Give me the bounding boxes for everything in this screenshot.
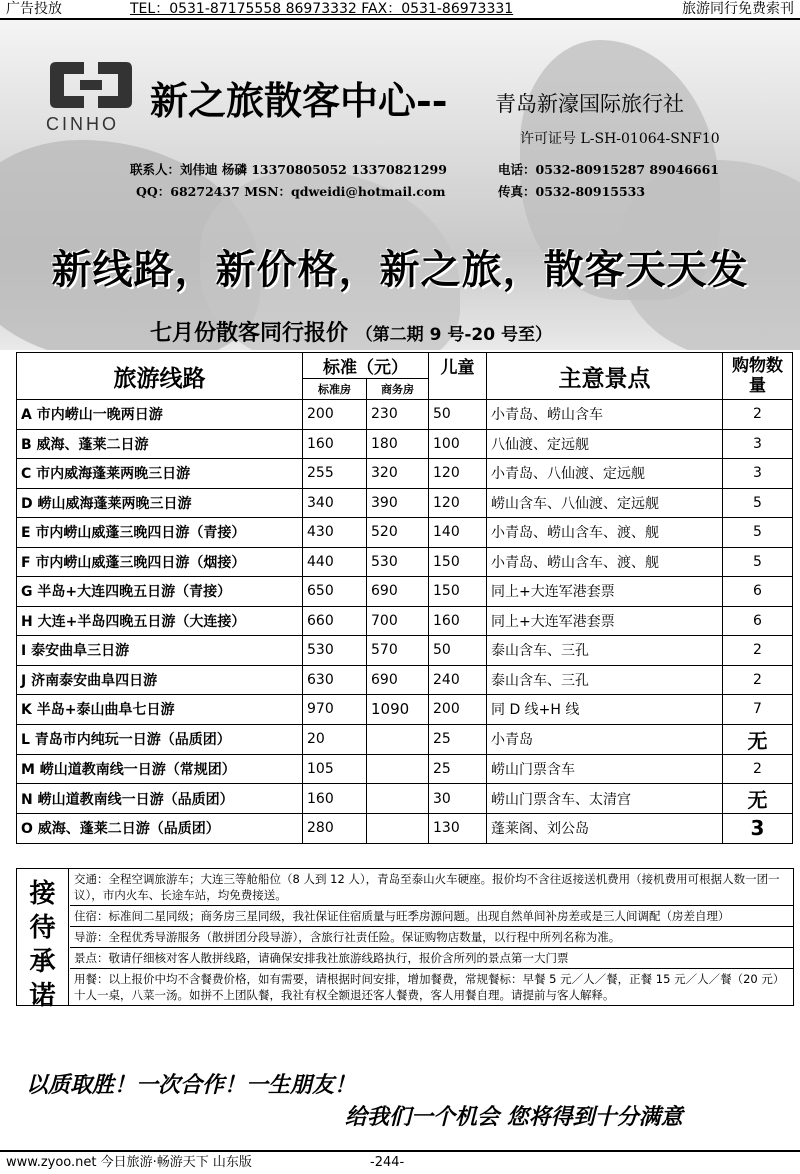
biz-price-cell: 180 bbox=[367, 429, 429, 459]
route-cell: O 威海、蓬莱二日游（品质团） bbox=[17, 814, 303, 844]
shopping-cell: 2 bbox=[723, 636, 793, 666]
child-price-cell: 120 bbox=[429, 459, 487, 489]
std-price-cell: 530 bbox=[303, 636, 367, 666]
col-biz-room: 商务房 bbox=[367, 379, 429, 400]
std-price-cell: 630 bbox=[303, 665, 367, 695]
std-price-cell: 340 bbox=[303, 488, 367, 518]
promise-title: 接待承诺 bbox=[17, 869, 69, 1005]
table-row bbox=[17, 784, 793, 814]
col-route: 旅游线路 bbox=[17, 353, 303, 400]
price-table bbox=[16, 352, 793, 844]
contact-people: 联系人：刘伟迪 杨磷 13370805052 13370821299 bbox=[130, 162, 447, 177]
biz-price-cell: 690 bbox=[367, 665, 429, 695]
agency-name: 青岛新濠国际旅行社 bbox=[495, 92, 684, 116]
child-price-cell: 130 bbox=[429, 814, 487, 844]
table-row bbox=[17, 665, 793, 695]
promise-item: 景点：敬请仔细核对客人散拼线路，请确保安排我社旅游线路执行，报价含所列的景点第一大门票 bbox=[70, 948, 793, 969]
biz-price-cell bbox=[367, 814, 429, 844]
child-price-cell: 25 bbox=[429, 724, 487, 754]
route-cell: C 市内威海蓬莱两晚三日游 bbox=[17, 459, 303, 489]
std-price-cell: 105 bbox=[303, 754, 367, 784]
slogan-line-2: 给我们一个机会 您将得到十分满意 bbox=[345, 1105, 683, 1130]
table-row bbox=[17, 695, 793, 725]
std-price-cell: 20 bbox=[303, 724, 367, 754]
route-cell: A 市内崂山一晚两日游 bbox=[17, 400, 303, 430]
route-cell: G 半岛+大连四晚五日游（青接） bbox=[17, 577, 303, 607]
table-row bbox=[17, 754, 793, 784]
route-cell: L 青岛市内纯玩一日游（品质团） bbox=[17, 724, 303, 754]
shopping-cell: 3 bbox=[723, 814, 793, 844]
brand-name: 新之旅散客中心-- bbox=[150, 78, 448, 123]
std-price-cell: 970 bbox=[303, 695, 367, 725]
table-row bbox=[17, 636, 793, 666]
license-number: 许可证号 L-SH-01064-SNF10 bbox=[520, 131, 720, 147]
biz-price-cell: 230 bbox=[367, 400, 429, 430]
contact-fax: 传真：0532-80915533 bbox=[498, 184, 646, 199]
route-cell: N 崂山道教南线一日游（品质团） bbox=[17, 784, 303, 814]
promise-item: 用餐：以上报价中均不含餐费价格，如有需要，请根据时间安排，增加餐费，常规餐标：早餐 5 元／人／餐，正餐 15 元／人／餐（20 元）十人一桌，八菜一汤。如拼不上团队餐，我社有权全额退还客人餐费，客人用餐自理。请提前与客人解释。 bbox=[74, 972, 785, 1002]
child-price-cell: 120 bbox=[429, 488, 487, 518]
shopping-cell: 2 bbox=[723, 400, 793, 430]
logo-text: CINHO bbox=[46, 114, 119, 134]
ad-label: 广告投放 bbox=[6, 1, 62, 17]
table-row bbox=[17, 400, 793, 430]
child-price-cell: 160 bbox=[429, 606, 487, 636]
shopping-cell: 2 bbox=[723, 754, 793, 784]
biz-price-cell: 530 bbox=[367, 547, 429, 577]
cinho-logo-icon bbox=[46, 60, 136, 110]
child-price-cell: 30 bbox=[429, 784, 487, 814]
spots-cell: 崂山含车、八仙渡、定远舰 bbox=[487, 488, 723, 518]
contact-phone: 电话：0532-80915287 89046661 bbox=[498, 162, 719, 177]
spots-cell: 八仙渡、定远舰 bbox=[487, 429, 723, 459]
route-cell: K 半岛+泰山曲阜七日游 bbox=[17, 695, 303, 725]
route-cell: M 崂山道教南线一日游（常规团） bbox=[17, 754, 303, 784]
child-price-cell: 150 bbox=[429, 547, 487, 577]
biz-price-cell: 570 bbox=[367, 636, 429, 666]
promise-item: 交通：全程空调旅游车；大连三等舱船位（8 人到 12 人），青岛至泰山火车硬座。报价均不含往返接送机费用（接机费用可根据人数一团一议），市内火车、长途车站，均免费接送。 bbox=[70, 869, 793, 906]
col-child: 儿童 bbox=[429, 353, 487, 400]
route-cell: I 泰安曲阜三日游 bbox=[17, 636, 303, 666]
table-row bbox=[17, 518, 793, 548]
biz-price-cell bbox=[367, 784, 429, 814]
shopping-cell: 6 bbox=[723, 606, 793, 636]
footer-site: www.zyoo.net 今日旅游·畅游天下 山东版 bbox=[6, 1155, 252, 1170]
promise-item: 导游：全程优秀导游服务（散拼团分段导游），含旅行社责任险。保证购物店数量，以行程中所列名称为准。 bbox=[70, 927, 793, 948]
route-cell: B 威海、蓬莱二日游 bbox=[17, 429, 303, 459]
shopping-cell: 5 bbox=[723, 518, 793, 548]
biz-price-cell: 700 bbox=[367, 606, 429, 636]
page-number: -244- bbox=[370, 1155, 405, 1170]
child-price-cell: 140 bbox=[429, 518, 487, 548]
subhead-period: （第二期 9 号-20 号至） bbox=[355, 325, 552, 345]
std-price-cell: 200 bbox=[303, 400, 367, 430]
shopping-cell: 3 bbox=[723, 459, 793, 489]
headline: 新线路，新价格，新之旅，散客天天发 bbox=[51, 246, 749, 293]
shopping-cell: 6 bbox=[723, 577, 793, 607]
subhead-title: 七月份散客同行报价 bbox=[150, 321, 349, 346]
col-standard: 标准（元） bbox=[303, 353, 429, 379]
std-price-cell: 160 bbox=[303, 784, 367, 814]
std-price-cell: 430 bbox=[303, 518, 367, 548]
child-price-cell: 200 bbox=[429, 695, 487, 725]
spots-cell: 同上+大连军港套票 bbox=[487, 577, 723, 607]
biz-price-cell: 520 bbox=[367, 518, 429, 548]
child-price-cell: 50 bbox=[429, 636, 487, 666]
table-row bbox=[17, 459, 793, 489]
biz-price-cell: 1090 bbox=[367, 695, 429, 725]
child-price-cell: 240 bbox=[429, 665, 487, 695]
shopping-cell: 5 bbox=[723, 488, 793, 518]
shopping-cell: 7 bbox=[723, 695, 793, 725]
biz-price-cell bbox=[367, 724, 429, 754]
col-spots: 主意景点 bbox=[487, 353, 723, 400]
shopping-cell: 5 bbox=[723, 547, 793, 577]
biz-price-cell bbox=[367, 754, 429, 784]
table-row bbox=[17, 724, 793, 754]
contact-qq-msn: QQ：68272437 MSN：qdweidi@hotmail.com bbox=[136, 184, 446, 199]
promise-item: 住宿：标准间二星同级；商务房三星同级，我社保证住宿质量与旺季房源问题。出现自然单间补房差或是三人间调配（房差自理） bbox=[70, 906, 793, 927]
slogan-line-1: 以质取胜！一次合作！一生朋友！ bbox=[26, 1073, 357, 1098]
biz-price-cell: 320 bbox=[367, 459, 429, 489]
service-promise bbox=[16, 868, 794, 1011]
route-cell: F 市内崂山威蓬三晚四日游（烟接） bbox=[17, 547, 303, 577]
std-price-cell: 650 bbox=[303, 577, 367, 607]
spots-cell: 小青岛、八仙渡、定远舰 bbox=[487, 459, 723, 489]
spots-cell: 小青岛、崂山含车、渡、舰 bbox=[487, 547, 723, 577]
std-price-cell: 255 bbox=[303, 459, 367, 489]
child-price-cell: 50 bbox=[429, 400, 487, 430]
route-cell: D 崂山威海蓬莱两晚三日游 bbox=[17, 488, 303, 518]
route-cell: J 济南泰安曲阜四日游 bbox=[17, 665, 303, 695]
price-subhead bbox=[150, 316, 552, 347]
page-footer bbox=[0, 1150, 800, 1174]
std-price-cell: 440 bbox=[303, 547, 367, 577]
child-price-cell: 150 bbox=[429, 577, 487, 607]
spots-cell: 小青岛、崂山含车 bbox=[487, 400, 723, 430]
col-shopping: 购物数量 bbox=[723, 353, 793, 400]
shopping-cell: 无 bbox=[723, 724, 793, 754]
table-row bbox=[17, 606, 793, 636]
table-row bbox=[17, 814, 793, 844]
biz-price-cell: 690 bbox=[367, 577, 429, 607]
spots-cell: 小青岛 bbox=[487, 724, 723, 754]
std-price-cell: 160 bbox=[303, 429, 367, 459]
std-price-cell: 660 bbox=[303, 606, 367, 636]
shopping-cell: 3 bbox=[723, 429, 793, 459]
route-cell: H 大连+半岛四晚五日游（大连接） bbox=[17, 606, 303, 636]
spots-cell: 同 D 线+H 线 bbox=[487, 695, 723, 725]
route-cell: E 市内崂山威蓬三晚四日游（青接） bbox=[17, 518, 303, 548]
table-row bbox=[17, 577, 793, 607]
biz-price-cell: 390 bbox=[367, 488, 429, 518]
spots-cell: 小青岛、崂山含车、渡、舰 bbox=[487, 518, 723, 548]
spots-cell: 崂山门票含车 bbox=[487, 754, 723, 784]
std-price-cell: 280 bbox=[303, 814, 367, 844]
table-row bbox=[17, 547, 793, 577]
col-std-room: 标准房 bbox=[303, 379, 367, 400]
ad-contact: TEL：0531-87175558 86973332 FAX：0531-86973331 bbox=[130, 1, 514, 17]
top-ad-bar bbox=[0, 0, 800, 20]
spots-cell: 蓬莱阁、刘公岛 bbox=[487, 814, 723, 844]
spots-cell: 崂山门票含车、太清宫 bbox=[487, 784, 723, 814]
shopping-cell: 无 bbox=[723, 784, 793, 814]
child-price-cell: 25 bbox=[429, 754, 487, 784]
shopping-cell: 2 bbox=[723, 665, 793, 695]
spots-cell: 泰山含车、三孔 bbox=[487, 665, 723, 695]
child-price-cell: 100 bbox=[429, 429, 487, 459]
ad-free-label: 旅游同行免费索刊 bbox=[682, 1, 794, 17]
table-row bbox=[17, 429, 793, 459]
spots-cell: 泰山含车、三孔 bbox=[487, 636, 723, 666]
spots-cell: 同上+大连军港套票 bbox=[487, 606, 723, 636]
table-row bbox=[17, 488, 793, 518]
